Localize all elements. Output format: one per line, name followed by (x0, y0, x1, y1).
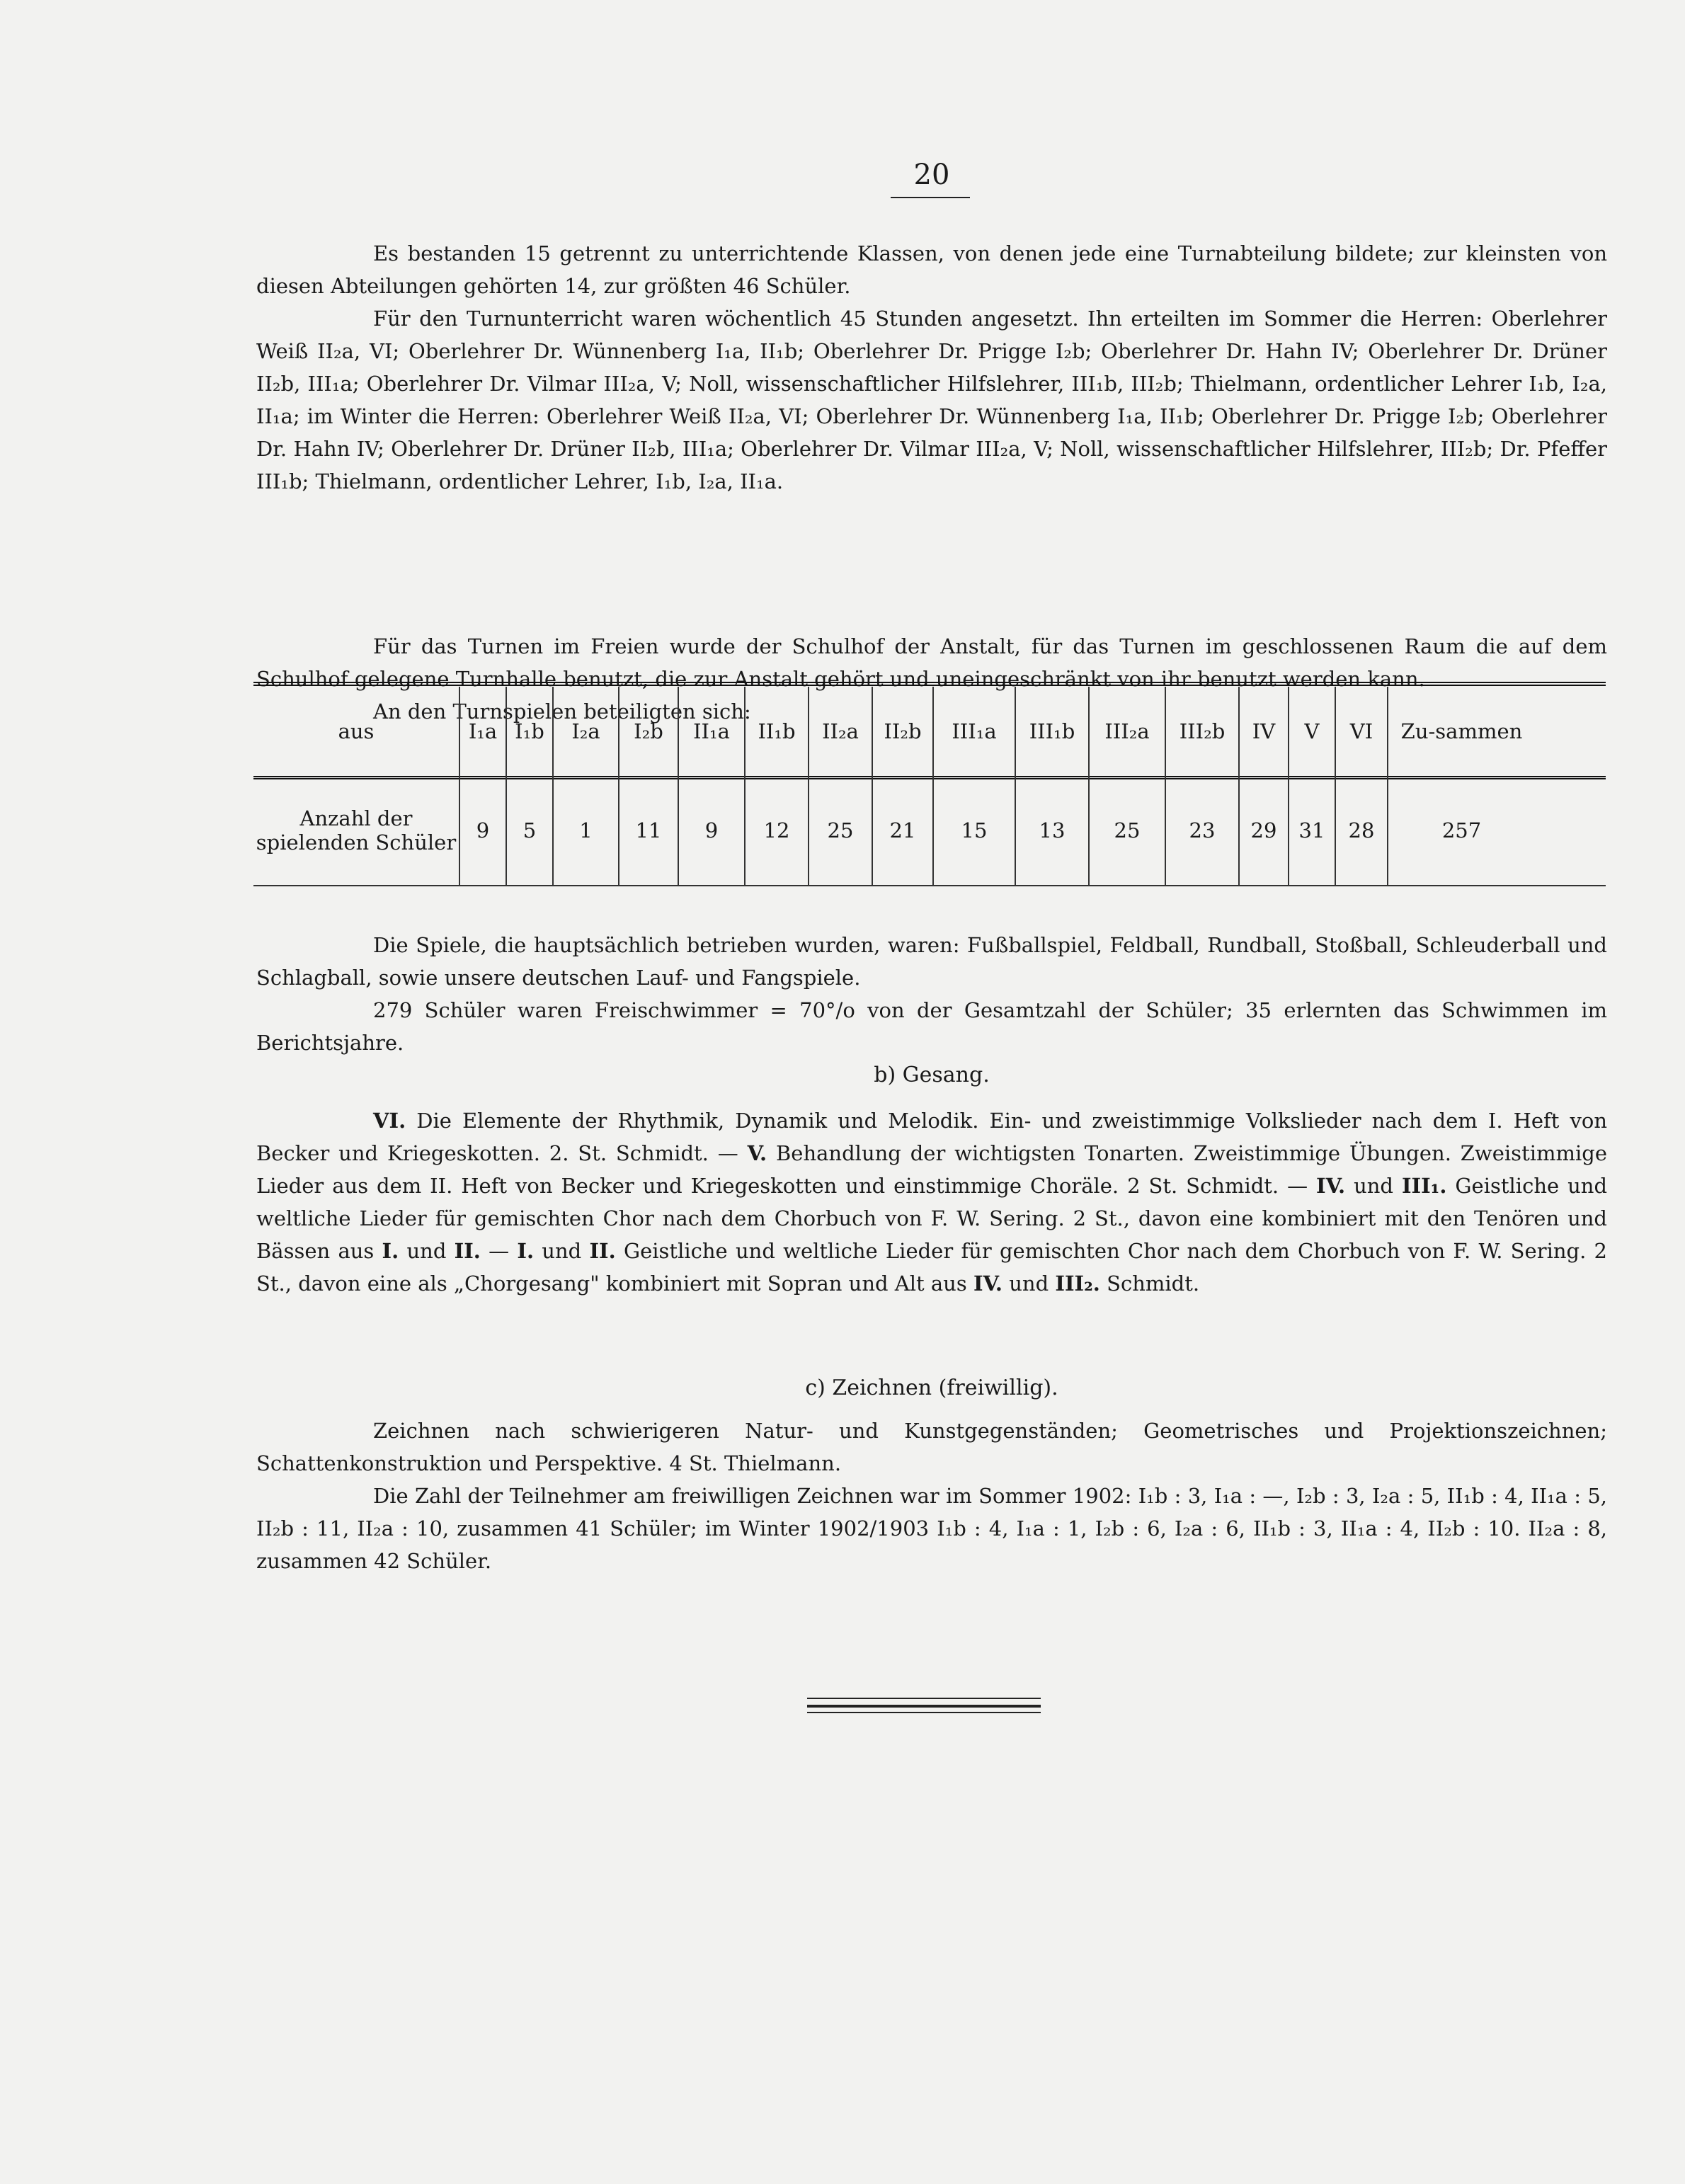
class-label: III₂. (1055, 1271, 1100, 1296)
table-header-cell-total: Zu-sammen (1387, 687, 1535, 776)
table-header-cell: III₁b (1015, 687, 1088, 776)
table-value-cell: 13 (1015, 776, 1088, 885)
class-label: IV. (1316, 1174, 1346, 1198)
table-header-cell: V (1288, 687, 1335, 776)
class-label: I. (517, 1239, 535, 1263)
table-value-cell: 5 (506, 776, 552, 885)
end-ornament-rule (807, 1712, 1041, 1713)
table-value-cell: 9 (459, 776, 506, 885)
table-top-rule (253, 682, 1606, 686)
table-value-cell: 29 (1238, 776, 1288, 885)
section-heading-zeichnen: c) Zeichnen (freiwillig). (805, 1376, 1058, 1400)
paragraph-schwimmen: 279 Schüler waren Freischwimmer = 70°/o von der Gesamtzahl der Schüler; 35 erlernten das Schwimmen im Berichtsjahre. (256, 998, 1607, 1055)
table-header-cell: IV (1238, 687, 1288, 776)
class-label: II. (589, 1239, 616, 1263)
table-value-cell: 9 (678, 776, 744, 885)
table-value-cell: 25 (808, 776, 872, 885)
paragraph-turnlehrer: Für den Turnunterricht waren wöchentlich 45 Stunden angesetzt. Ihn erteilten im Sommer die Herren: Oberlehrer Weiß II₂a, VI; Oberlehrer Dr. Wünnenberg I₁a, II₁b; Oberlehrer Dr. Prigge I₂b; Oberlehrer Dr. Hahn IV; Oberlehrer Dr. Drüner II₂b, III₁a; Oberlehrer Dr. Vilmar III₂a, V; Noll, wissenschaftlicher Hilfslehrer, III₁b, III₂b; Thielmann, ordentlicher Lehrer I₁b, I₂a, II₁a; im Winter die Herren: Oberlehrer Weiß II₂a, VI; Oberlehrer Dr. Wünnenberg I₁a, II₁b; Oberlehrer Dr. Prigge I₂b; Oberlehrer Dr. Hahn IV; Oberlehrer Dr. Drüner II₂b, III₁a; Oberlehrer Dr. Vilmar III₂a, V; Noll, wissenschaftlicher Hilfslehrer, III₂b; Dr. Pfeffer III₁b; Thielmann, ordentlicher Lehrer, I₁b, I₂a, II₁a. (256, 307, 1607, 493)
page-number-rule (891, 197, 970, 198)
class-label: II. (454, 1239, 481, 1263)
table-header-cell: II₂a (808, 687, 872, 776)
table-header-cell: I₂b (618, 687, 678, 776)
table-value-cell: 12 (744, 776, 808, 885)
table-header-cell: VI (1335, 687, 1387, 776)
table-corner-cell: aus (338, 719, 375, 743)
table-header-cell: III₂b (1165, 687, 1238, 776)
gesang-text: — (480, 1239, 518, 1263)
table-header-cell: II₂b (872, 687, 932, 776)
table-value-cell: 25 (1088, 776, 1165, 885)
table-header-cell: II₁a (678, 687, 744, 776)
gesang-text: Geistliche und weltliche Lieder für gemischten Chor nach dem Chorbuch von F. W. Sering. 2 St., davon eine kombiniert mit den Tenören und Bässen aus (256, 1174, 1608, 1263)
gesang-text: Die Elemente der Rhythmik, Dynamik und Melodik. Ein- und zweistimmige Volkslieder nach dem I. Heft von Becker und Kriegeskotten. 2. St. Schmidt. — (256, 1109, 1607, 1165)
paragraph-spiele: Die Spiele, die hauptsächlich betrieben wurden, waren: Fußballspiel, Feldball, Rundball, Stoßball, Schleuderball und Schlagball, sowie unsere deutschen Lauf- und Fangspiele. (256, 933, 1607, 990)
class-label: IV. (973, 1271, 1003, 1296)
class-label: V. (747, 1141, 767, 1165)
spiele-text-block (256, 929, 1607, 1059)
section-heading-gesang: b) Gesang. (874, 1063, 990, 1087)
gesang-text-block (256, 1104, 1607, 1300)
gesang-text: Schmidt. (1099, 1271, 1200, 1296)
page-number: 20 (913, 159, 950, 191)
table-value-cell: 28 (1335, 776, 1387, 885)
table-header-cell: I₂a (552, 687, 618, 776)
turnspiele-table (253, 687, 1606, 885)
gesang-text: und (1003, 1271, 1056, 1296)
table-bottom-rule (253, 885, 1606, 886)
table-header-cell: I₁a (459, 687, 506, 776)
gesang-text: und (534, 1239, 590, 1263)
table-header-cell: III₁a (932, 687, 1015, 776)
end-ornament-rule (807, 1698, 1041, 1699)
table-value-cell: 11 (618, 776, 678, 885)
paragraph-zeichnen: Zeichnen nach schwierigeren Natur- und Kunstgegenständen; Geometrisches und Projektionszeichnen; Schattenkonstruktion und Perspektive. 4 St. Thielmann. (256, 1419, 1607, 1475)
table-header-cell: I₁b (506, 687, 552, 776)
gesang-text: und (1345, 1174, 1402, 1198)
paragraph-klassen: Es bestanden 15 getrennt zu unterrichtende Klassen, von denen jede eine Turnabteilung bildete; zur kleinsten von diesen Abteilungen gehörten 14, zur größten 46 Schüler. (256, 241, 1607, 298)
table-value-cell: 15 (932, 776, 1015, 885)
gesang-text: und (399, 1239, 455, 1263)
class-label: III₁. (1401, 1174, 1447, 1198)
class-label: I. (382, 1239, 399, 1263)
paragraph-turnhalle: Für das Turnen im Freien wurde der Schulhof der Anstalt, für das Turnen im geschlossenen Raum die auf dem Schulhof gelegene Turnhalle benutzt, die zur Anstalt gehört und uneingeschränkt von ihr benutzt werden kann. (256, 634, 1607, 691)
table-value-cell: 21 (872, 776, 932, 885)
paragraph-zeichnen-teilnehmer: Die Zahl der Teilnehmer am freiwilligen Zeichnen war im Sommer 1902: I₁b : 3, I₁a : —, I₂b : 3, I₂a : 5, II₁b : 4, II₁a : 5, II₂b : 11, II₂a : 10, zusammen 41 Schüler; im Winter 1902/1903 I₁b : 4, I₁a : 1, I₂b : 6, I₂a : 6, II₁b : 3, II₁a : 4, II₂b : 10. II₂a : 8, zusammen 42 Schüler. (256, 1484, 1607, 1573)
gesang-text: Behandlung der wichtigsten Tonarten. Zweistimmige Übungen. Zweistimmige Lieder aus dem II. Heft von Becker und Kriegeskotten und einstimmige Choräle. 2 St. Schmidt. — (256, 1141, 1607, 1198)
table-row-label: Anzahl der spielenden Schüler (256, 806, 457, 854)
table-value-cell-total: 257 (1387, 776, 1535, 885)
table-value-cell: 31 (1288, 776, 1335, 885)
paragraph-gesang (256, 1104, 1607, 1300)
table-value-cell: 1 (552, 776, 618, 885)
turnen-text-block (256, 237, 1607, 498)
table-header-cell: III₂a (1088, 687, 1165, 776)
gesang-text: Geistliche und weltliche Lieder für gemischten Chor nach dem Chorbuch von F. W. Sering. 2 St., davon eine als „Chorgesang" kombiniert mit Sopran und Alt aus (256, 1239, 1608, 1296)
zeichnen-text-block (256, 1414, 1607, 1577)
table-header-cell: II₁b (744, 687, 808, 776)
end-ornament-rule (807, 1705, 1041, 1708)
class-label: VI. (373, 1109, 406, 1133)
paragraph-turnspiele-intro: An den Turnspielen beteiligten sich: (373, 699, 751, 724)
table-value-cell: 23 (1165, 776, 1238, 885)
